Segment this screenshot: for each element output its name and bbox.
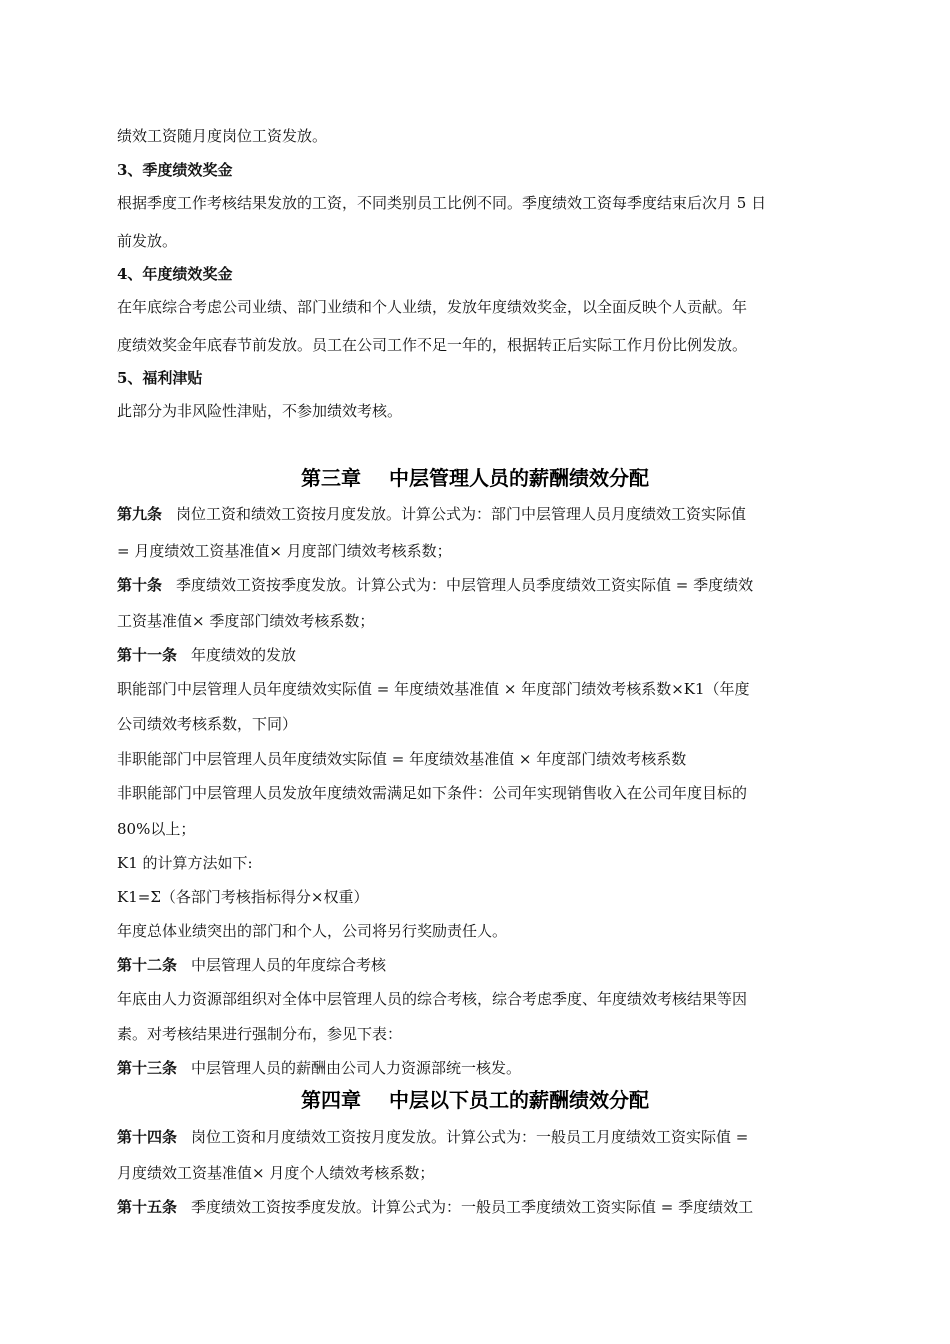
article-text: 中层管理人员的薪酬由公司人力资源部统一核发。 (191, 1059, 522, 1077)
paragraph-line: K1 的计算方法如下: (117, 854, 253, 872)
chapter-name: 中层管理人员的薪酬绩效分配 (389, 466, 649, 490)
article-line (117, 575, 835, 595)
paragraph-line: 年底由人力资源部组织对全体中层管理人员的综合考核，综合考虑季度、年度绩效考核结果等因 (117, 990, 748, 1008)
paragraph-line: 绩效工资随月度岗位工资发放。 (117, 127, 328, 145)
article-line (117, 1058, 835, 1078)
paragraph-line: 职能部门中层管理人员年度绩效实际值 = 年度绩效基准值 × 年度部门绩效考核系数×K1（年度 (117, 680, 750, 698)
article-text: 岗位工资和绩效工资按月度发放。计算公式为：部门中层管理人员月度绩效工资实际值 (176, 505, 747, 523)
paragraph-line: 年度总体业绩突出的部门和个人，公司将另行奖励责任人。 (117, 922, 508, 940)
chapter-number: 第四章 (301, 1088, 361, 1112)
article-line (117, 504, 835, 524)
article-text: 季度绩效工资按季度发放。计算公式为：一般员工季度绩效工资实际值 = 季度绩效工 (191, 1198, 754, 1216)
article-text: 年度绩效的发放 (191, 646, 297, 664)
article-label: 第十四条 (117, 1128, 178, 1146)
paragraph-line: 根据季度工作考核结果发放的工资，不同类别员工比例不同。季度绩效工资每季度结束后次月 5 日 (117, 194, 767, 212)
paragraph-line: 非职能部门中层管理人员发放年度绩效需满足如下条件：公司年实现销售收入在公司年度目标的 (117, 784, 748, 802)
section-heading: 5、福利津贴 (117, 369, 203, 387)
article-text: 中层管理人员的年度综合考核 (191, 956, 387, 974)
article-line (117, 955, 835, 975)
article-label: 第十三条 (117, 1059, 178, 1077)
paragraph-line: 工资基准值× 季度部门绩效考核系数； (117, 612, 375, 630)
paragraph-line: 此部分为非风险性津贴，不参加绩效考核。 (117, 402, 403, 420)
paragraph-line: 素。对考核结果进行强制分布，参见下表： (117, 1025, 403, 1043)
formula-line: K1=Σ（各部门考核指标得分×权重） (117, 888, 369, 906)
paragraph-line: 度绩效奖金年底春节前发放。员工在公司工作不足一年的，根据转正后实际工作月份比例发放。 (117, 336, 748, 354)
paragraph-line: 前发放。 (117, 232, 178, 250)
section-heading: 3、季度绩效奖金 (117, 161, 233, 179)
article-line (117, 1127, 835, 1147)
article-text: 季度绩效工资按季度发放。计算公式为：中层管理人员季度绩效工资实际值 = 季度绩效 (176, 576, 754, 594)
article-label: 第九条 (117, 505, 163, 523)
article-line (117, 645, 835, 665)
chapter-number: 第三章 (301, 466, 361, 490)
paragraph-line: 80%以上； (117, 820, 196, 838)
article-label: 第十二条 (117, 956, 178, 974)
paragraph-line: 月度绩效工资基准值× 月度个人绩效考核系数； (117, 1164, 435, 1182)
paragraph-line: 在年底综合考虑公司业绩、部门业绩和个人业绩，发放年度绩效奖金，以全面反映个人贡献。年 (117, 298, 748, 316)
chapter-title (0, 465, 950, 491)
section-heading: 4、年度绩效奖金 (117, 265, 233, 283)
article-label: 第十一条 (117, 646, 178, 664)
chapter-name: 中层以下员工的薪酬绩效分配 (389, 1088, 649, 1112)
article-label: 第十条 (117, 576, 163, 594)
paragraph-line: = 月度绩效工资基准值× 月度部门绩效考核系数； (117, 542, 452, 560)
chapter-title (0, 1087, 950, 1113)
article-line (117, 1197, 835, 1217)
article-label: 第十五条 (117, 1198, 178, 1216)
article-text: 岗位工资和月度绩效工资按月度发放。计算公式为：一般员工月度绩效工资实际值 = (191, 1128, 749, 1146)
paragraph-line: 非职能部门中层管理人员年度绩效实际值 = 年度绩效基准值 × 年度部门绩效考核系数 (117, 750, 687, 768)
paragraph-line: 公司绩效考核系数，下同） (117, 715, 298, 733)
